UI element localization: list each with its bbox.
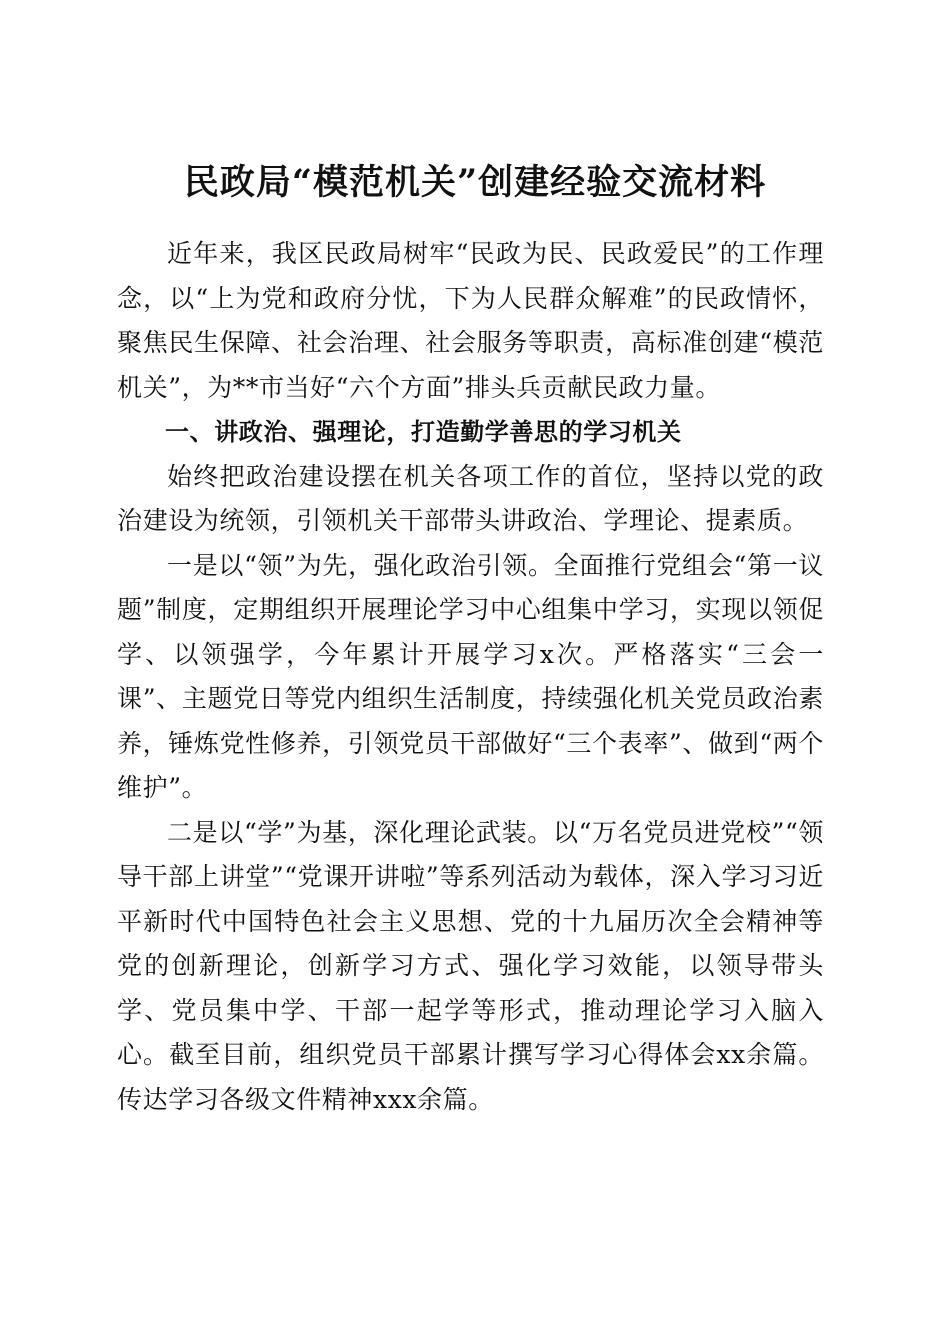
intro-paragraph: 近年来，我区民政局树牢“民政为民、民政爱民”的工作理念，以“上为党和政府分忧，下为人民群众解难”的民政情怀，聚焦民生保障、社会治理、社会服务等职责，高标准创建“模范机关”，为**市当好“六个方面”排头兵贡献民政力量。: [117, 239, 824, 402]
document-body: [117, 232, 824, 1122]
document-title: 民政局“模范机关”创建经验交流材料: [183, 162, 767, 204]
section-heading: 一、讲政治、强理论，打造勤学善思的学习机关: [165, 418, 682, 446]
point-one-paragraph: 一是以“领”为先，强化政治引领。全面推行党组会“第一议题”制度，定期组织开展理论学习中心组集中学习，实现以领促学、以领强学，今年累计开展学习x次。严格落实“三会一课”、主题党日等党内组织生活制度，持续强化机关党员政治素养，锤炼党性修养，引领党员干部做好“三个表率”、做到“两个维护”。: [117, 550, 824, 802]
point-two-paragraph: 二是以“学”为基，深化理论武装。以“万名党员进党校”“领导干部上讲堂”“党课开讲啦”等系列活动为载体，深入学习习近平新时代中国特色社会主义思想、党的十九届历次全会精神等党的创新理论，创新学习方式、强化学习效能，以领导带头学、党员集中学、干部一起学等形式，推动理论学习入脑入心。截至目前，组织党员干部累计撰写学习心得体会xx余篇。传达学习各级文件精神xxx余篇。: [117, 817, 824, 1114]
section-lead-paragraph: 始终把政治建设摆在机关各项工作的首位，坚持以党的政治建设为统领，引领机关干部带头讲政治、学理论、提素质。: [117, 461, 824, 535]
